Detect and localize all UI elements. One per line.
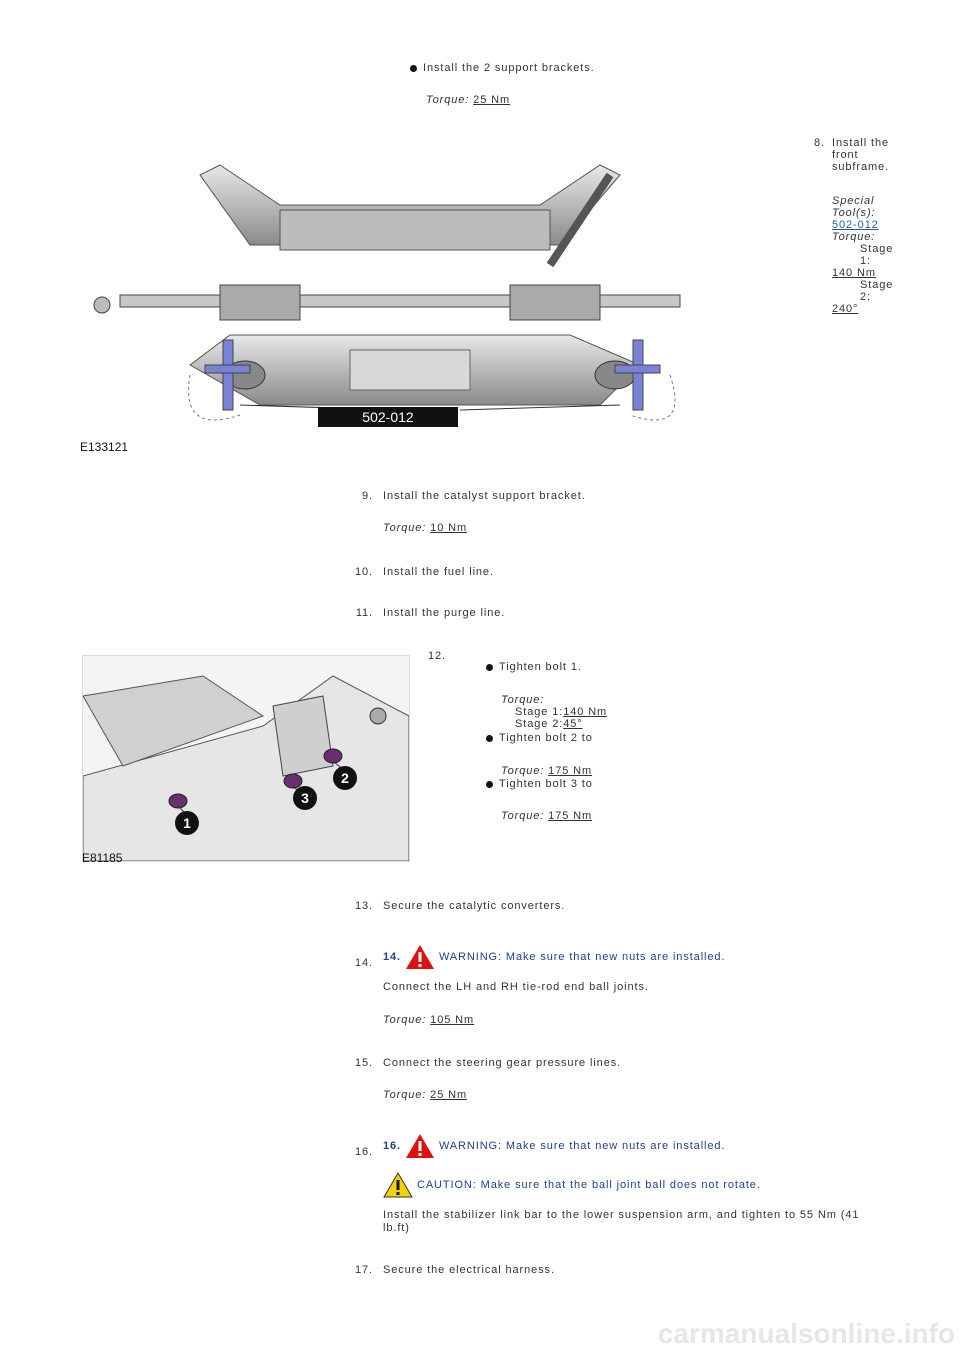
warning-step-number: 14. bbox=[383, 950, 401, 963]
step-9-torque bbox=[383, 522, 467, 534]
step-text: Connect the steering gear pressure lines. bbox=[383, 1057, 622, 1069]
step-number: 15. bbox=[355, 1057, 373, 1069]
step-text: Install the stabilizer link bar to the lower suspension arm, and tighten to 55 Nm (41 lb.ft) bbox=[383, 1209, 860, 1234]
step-number: 16. bbox=[355, 1146, 373, 1158]
torque-label: Torque: bbox=[426, 94, 470, 106]
callout-1: 1 bbox=[175, 811, 199, 835]
step-number: 11. bbox=[355, 607, 373, 619]
step-text-line: subframe. bbox=[832, 161, 890, 173]
top-torque bbox=[426, 94, 510, 106]
callout-2: 2 bbox=[333, 766, 357, 790]
torque-label: Torque: bbox=[501, 694, 545, 706]
stage-1-value-link[interactable]: 140 Nm bbox=[832, 267, 876, 279]
step-text: Install the purge line. bbox=[383, 607, 506, 619]
bolt-1-text: Tighten bolt 1. bbox=[499, 661, 582, 673]
figure-id: E81185 bbox=[82, 851, 123, 865]
bolt-1-item bbox=[486, 661, 582, 673]
step-16-caution bbox=[383, 1172, 761, 1198]
bolt-2-torque bbox=[501, 765, 592, 777]
warning-step-number: 16. bbox=[383, 1139, 401, 1152]
torque-value-link[interactable]: 10 Nm bbox=[430, 522, 468, 534]
caution-text: CAUTION: Make sure that the ball joint ball does not rotate. bbox=[416, 1178, 761, 1191]
special-tools-label: Tool(s): bbox=[832, 207, 876, 219]
stage-1-value-link[interactable]: 140 Nm bbox=[563, 706, 608, 718]
bolt-3-torque bbox=[501, 810, 592, 822]
torque-label: Torque: bbox=[501, 810, 545, 822]
bolt-3-item bbox=[486, 778, 593, 790]
bullet-icon bbox=[486, 664, 493, 671]
warning-icon bbox=[405, 1133, 435, 1159]
caution-icon bbox=[383, 1172, 413, 1198]
stage-label: 1: bbox=[860, 255, 871, 267]
bullet-icon bbox=[486, 735, 493, 742]
step-text: Secure the electrical harness. bbox=[383, 1264, 555, 1276]
step-number: 14. bbox=[355, 957, 373, 969]
footer-watermark: carmanualsonline.info bbox=[657, 1318, 955, 1349]
support-brackets-text: Install the 2 support brackets. bbox=[423, 62, 595, 74]
torque-value-link[interactable]: 25 Nm bbox=[430, 1089, 468, 1101]
step-8-specs bbox=[832, 195, 893, 315]
bolt-2-item bbox=[486, 732, 593, 744]
bolt-3-text: Tighten bolt 3 to bbox=[499, 778, 593, 790]
step-14-torque bbox=[383, 1014, 474, 1026]
torque-label: Torque: bbox=[832, 231, 876, 243]
step-text: Install the catalyst support bracket. bbox=[383, 490, 586, 502]
torque-value-link[interactable]: 25 Nm bbox=[473, 94, 511, 106]
stage-label: 2: bbox=[860, 291, 871, 303]
special-tool-link[interactable]: 502-012 bbox=[832, 219, 879, 231]
step-text: Install the fuel line. bbox=[383, 566, 494, 578]
step-text: Secure the catalytic converters. bbox=[383, 900, 566, 912]
subframe-figure bbox=[80, 135, 720, 455]
torque-label: Torque: bbox=[383, 1089, 427, 1101]
stage-label: Stage bbox=[860, 279, 894, 291]
step-number: 8. bbox=[814, 137, 825, 149]
special-tools-label: Special bbox=[832, 195, 875, 207]
tool-tag: 502-012 bbox=[318, 407, 458, 427]
torque-label: Torque: bbox=[383, 522, 427, 534]
bolts-illustration bbox=[83, 656, 409, 861]
step-number: 9. bbox=[362, 490, 373, 502]
support-brackets-item bbox=[410, 62, 595, 74]
step-text-line: front bbox=[832, 149, 859, 161]
step-15-torque bbox=[383, 1089, 467, 1101]
torque-value-link[interactable]: 175 Nm bbox=[548, 765, 593, 777]
stage-2-value-link[interactable]: 45° bbox=[563, 718, 583, 730]
bolt-2-text: Tighten bolt 2 to bbox=[499, 732, 593, 744]
stage-label: Stage 2: bbox=[515, 718, 564, 730]
step-number: 10. bbox=[355, 566, 373, 578]
warning-icon bbox=[405, 944, 435, 970]
stage-label: Stage bbox=[860, 243, 894, 255]
stage-label: Stage 1: bbox=[515, 706, 564, 718]
callout-3: 3 bbox=[293, 786, 317, 810]
step-8-text bbox=[832, 137, 889, 173]
warning-text: WARNING: Make sure that new nuts are installed. bbox=[438, 950, 726, 963]
step-number: 12. bbox=[428, 650, 446, 662]
torque-label: Torque: bbox=[501, 765, 545, 777]
torque-value-link[interactable]: 105 Nm bbox=[430, 1014, 475, 1026]
step-text: Connect the LH and RH tie-rod end ball joints. bbox=[383, 981, 649, 993]
bullet-icon bbox=[410, 65, 417, 72]
bolts-figure bbox=[82, 655, 410, 862]
figure-id: E133121 bbox=[80, 440, 129, 454]
warning-text: WARNING: Make sure that new nuts are installed. bbox=[438, 1139, 726, 1152]
step-number: 17. bbox=[355, 1264, 373, 1276]
torque-value-link[interactable]: 175 Nm bbox=[548, 810, 593, 822]
bolt-1-torque bbox=[501, 694, 607, 730]
step-number: 13. bbox=[355, 900, 373, 912]
bullet-icon bbox=[486, 781, 493, 788]
step-text-line: Install the bbox=[832, 137, 889, 149]
step-14-warning bbox=[383, 944, 725, 970]
stage-2-value-link[interactable]: 240° bbox=[832, 303, 859, 315]
torque-label: Torque: bbox=[383, 1014, 427, 1026]
step-16-warning bbox=[383, 1133, 725, 1159]
